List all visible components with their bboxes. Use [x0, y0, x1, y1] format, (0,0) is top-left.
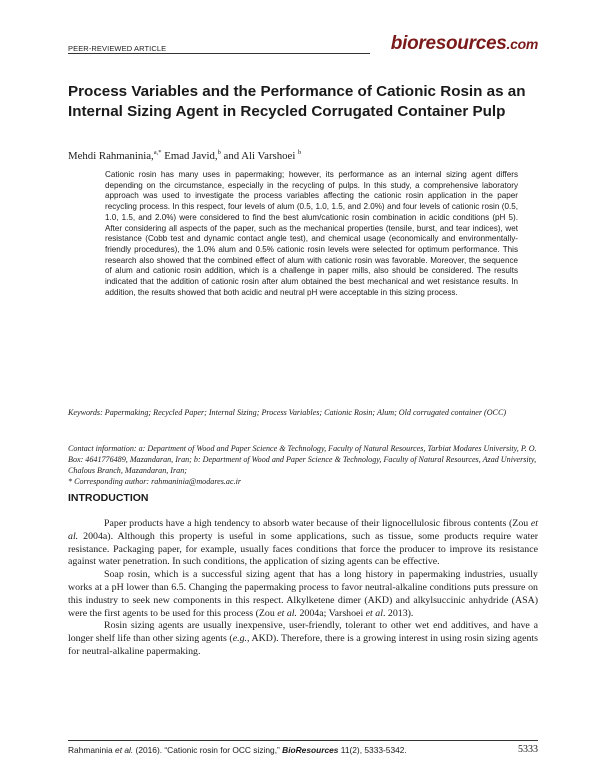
page-number: 5333 — [518, 744, 538, 755]
citation-journal: BioResources — [282, 745, 339, 755]
italic-run: e.g. — [232, 633, 247, 645]
footer-citation — [68, 745, 407, 755]
footer-rule — [68, 740, 538, 741]
citation-tail: 11(2), 5333-5342. — [338, 745, 407, 755]
author-affiliation-mark: a,* — [153, 149, 162, 156]
italic-run: et al. — [277, 607, 297, 619]
paragraph: Rosin sizing agents are usually inexpensive, user-friendly, tolerant to other wet end additives, and have a longer shelf life than other sizing agents (e.g., AKD). Therefore, there is a growing interest in using rosin sizing agents for neutral-alkaline papermaking. — [68, 620, 538, 657]
author-affiliation-mark: b — [298, 149, 302, 156]
running-header — [68, 33, 538, 59]
abstract: Cationic rosin has many uses in papermaking; however, its performance as an internal sizing agent differs depending on the circumstance, especially in the recycling of pulps. In this study, a comprehensive laboratory approach was used to investigate the process variables affecting the cationic rosin application in the paper recycling process. In this respect, four levels of alum (0.5, 1.0, 1.5, and 2.0%) and four levels of cationic rosin (0.5, 1.0, 1.5, and 2.0%) were considered to find the best alum/cationic rosin combination in acidic conditions (pH 5). After considering all aspects of the paper, such as the mechanical properties (tensile, burst, and tear indices), wet resistance (Cobb test and dynamic contact angle test), and chemical usage (economically and environmentally-friendly procedures), the 1.0% alum and 0.5% cationic rosin levels were selected for optimum performance. This research also showed that the combined effect of alum with cationic rosin was favorable. Moreover, the sequence of alum and cationic rosin addition, which is a challenge in paper mills, also should be considered. The results indicated that the addition of cationic rosin after alum obtained the best mechanical and wet resistance results. In addition, the results showed that both acidic and neutral pH were acceptable in this sizing process. — [105, 170, 518, 297]
citation-etal: et al. — [115, 745, 134, 755]
keywords: Keywords: Papermaking; Recycled Paper; Internal Sizing; Process Variables; Cationic Rosin; Alum; Old corrugated container (OCC) — [68, 408, 507, 417]
italic-run: et al. — [68, 518, 538, 542]
author-line — [68, 149, 538, 162]
brand-main: bioresources — [390, 33, 507, 54]
author-name: and Ali Varshoei — [220, 150, 299, 162]
paragraph: Soap rosin, which is a successful sizing agent that has a long history in papermaking industries, usually works at a pH lower than 6.5. Changing the papermaking process to favor neutral-alkaline conditions puts pressure on this industry to seek new components in this respect. Alkylketene dimer (AKD) and alkylsuccinic anhydride (ASA) were the first agents to be used for this process (Zou et al. 2004a; Varshoei et al. 2013). — [68, 569, 538, 619]
citation-mid: (2016). “Cationic rosin for OCC sizing,” — [133, 745, 283, 755]
section-heading-introduction: INTRODUCTION — [68, 492, 149, 504]
article-type-label: PEER-REVIEWED ARTICLE — [68, 44, 167, 53]
corresponding-author: * Corresponding author: rahmaninia@modares.ac.ir — [68, 477, 241, 486]
author-name: Emad Javid, — [161, 150, 218, 162]
italic-run: et al — [365, 607, 383, 619]
contact-information — [68, 443, 538, 487]
journal-brand-logo[interactable] — [391, 33, 538, 55]
citation-lead: Rahmaninia — [68, 745, 116, 755]
article-title: Process Variables and the Performance of Cationic Rosin as an Internal Sizing Agent in Recycled Corrugated Container Pulp — [68, 83, 526, 120]
author-affiliation-mark: b — [217, 149, 221, 156]
brand-suffix: .com — [506, 36, 538, 52]
introduction-body — [68, 518, 538, 659]
header-rule — [68, 53, 370, 54]
author-name: Mehdi Rahmaninia, — [68, 150, 154, 162]
paragraph: Paper products have a high tendency to absorb water because of their lignocellulosic fibrous contents (Zou et al. 2004a). Although this property is useful in some applications, such as tissue, some products require water resistance. Packaging paper, for example, usually faces conditions that force the producer to improve its resistance against water penetration. In such conditions, the application of sizing agents can be effective. — [68, 518, 538, 568]
affiliations: Contact information: a: Department of Wood and Paper Science & Technology, Faculty of Natural Resources, Tarbiat Modares University, P. O. Box: 4641776489, Mazandaran, Iran; b: Department of Wood and Paper Science & Technology, Faculty of Natural Resources, Azad University, Chalous Branch, Mazandaran, Iran; — [68, 444, 537, 475]
